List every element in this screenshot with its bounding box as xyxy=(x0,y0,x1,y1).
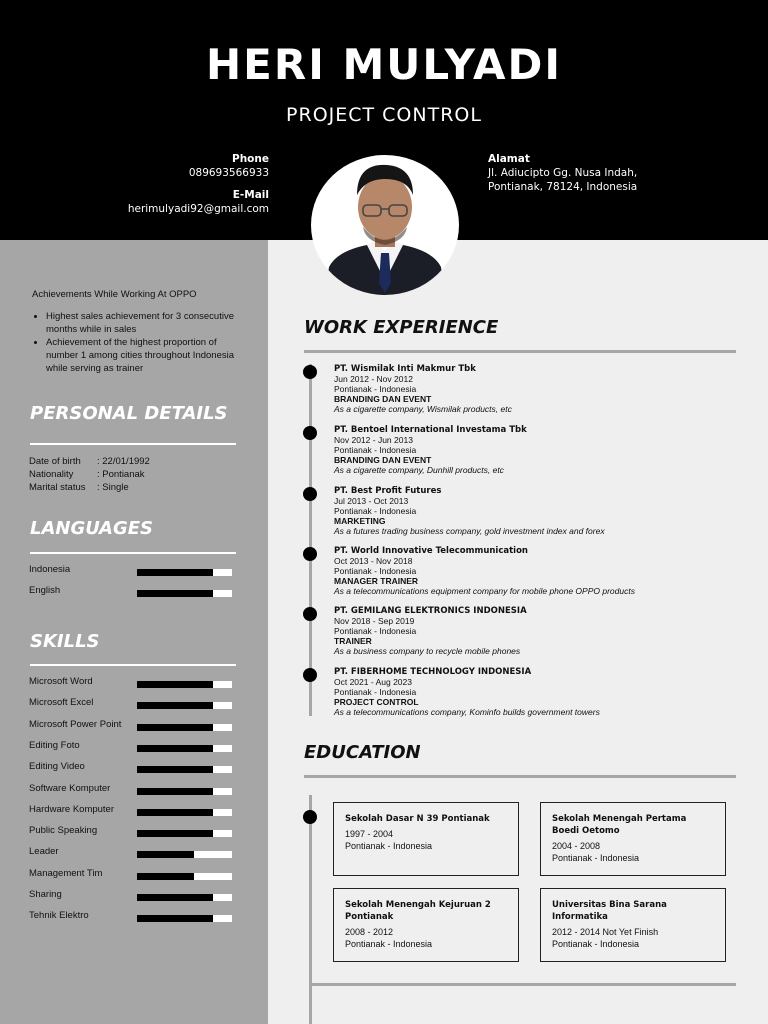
work-timeline-dot xyxy=(303,426,317,440)
personal-value: : Single xyxy=(97,482,129,493)
work-entry xyxy=(334,486,754,536)
skill-level-fill xyxy=(137,681,213,688)
work-location: Pontianak - Indonesia xyxy=(334,687,417,697)
education-heading: EDUCATION xyxy=(304,742,421,763)
work-location: Pontianak - Indonesia xyxy=(334,506,417,516)
skill-label: Management Tim xyxy=(29,867,103,879)
education-card xyxy=(333,802,519,876)
skill-label: Editing Video xyxy=(29,761,85,773)
company-name: PT. Best Profit Futures xyxy=(334,486,442,496)
profile-photo xyxy=(311,155,459,295)
work-description: As a telecommunications equipment company for mobile phone OPPO products xyxy=(334,586,635,596)
achievements-list xyxy=(46,310,246,375)
work-role: MANAGER TRAINER xyxy=(334,576,419,586)
skill-row xyxy=(29,825,239,839)
person-name: HERI MULYADI xyxy=(206,40,562,89)
work-location: Pontianak - Indonesia xyxy=(334,626,417,636)
phone-label: Phone xyxy=(232,153,269,165)
skill-label: Hardware Komputer xyxy=(29,803,115,815)
work-entry xyxy=(334,546,754,596)
skill-level-bar xyxy=(137,702,232,709)
skill-label: Software Komputer xyxy=(29,782,111,794)
skill-label: Editing Foto xyxy=(29,739,80,751)
work-period: Oct 2021 - Aug 2023 xyxy=(334,677,412,687)
work-timeline-dot xyxy=(303,607,317,621)
personal-row-dob xyxy=(29,456,150,467)
school-name: Sekolah Dasar N 39 Pontianak xyxy=(345,814,490,824)
job-title: PROJECT CONTROL xyxy=(286,104,482,126)
achievements-title: Achievements While Working At OPPO xyxy=(32,289,197,300)
school-name: Sekolah Menengah Kejuruan 2 Pontianak xyxy=(345,900,491,922)
work-period: Nov 2018 - Sep 2019 xyxy=(334,616,415,626)
skill-label: Microsoft Power Point xyxy=(29,718,122,730)
work-location: Pontianak - Indonesia xyxy=(334,384,417,394)
skill-level-fill xyxy=(137,894,213,901)
work-experience-heading: WORK EXPERIENCE xyxy=(304,317,499,338)
skill-level-fill xyxy=(137,830,213,837)
section-divider xyxy=(304,350,736,353)
section-divider xyxy=(312,983,736,986)
skill-label: Tehnik Elektro xyxy=(29,910,89,922)
skill-row xyxy=(29,910,239,924)
work-period: Nov 2012 - Jun 2013 xyxy=(334,435,413,445)
skill-level-bar xyxy=(137,809,232,816)
school-location: Pontianak - Indonesia xyxy=(345,841,433,851)
skill-row xyxy=(29,697,239,711)
skill-level-bar xyxy=(137,851,232,858)
skill-level-bar xyxy=(137,590,232,597)
skill-level-bar xyxy=(137,569,232,576)
education-card xyxy=(540,802,726,876)
skill-level-fill xyxy=(137,724,213,731)
skill-row xyxy=(29,761,239,775)
skill-row xyxy=(29,804,239,818)
skill-label: Indonesia xyxy=(29,564,71,575)
personal-key: Date of birth xyxy=(29,456,81,467)
work-role: BRANDING DAN EVENT xyxy=(334,455,432,465)
languages-heading: LANGUAGES xyxy=(30,518,154,539)
contact-left xyxy=(128,152,269,216)
divider xyxy=(30,664,236,666)
school-years: 2012 - 2014 Not Yet Finish xyxy=(552,927,659,937)
work-period: Jul 2013 - Oct 2013 xyxy=(334,496,409,506)
personal-key: Marital status xyxy=(29,482,86,493)
work-entry xyxy=(334,667,754,717)
personal-key: Nationality xyxy=(29,469,74,480)
work-role: BRANDING DAN EVENT xyxy=(334,394,432,404)
skill-level-bar xyxy=(137,788,232,795)
work-description: As a futures trading business company, gold investment index and forex xyxy=(334,526,605,536)
company-name: PT. Wismilak Inti Makmur Tbk xyxy=(334,364,476,374)
skill-level-fill xyxy=(137,590,213,597)
skill-row xyxy=(29,719,239,733)
sidebar xyxy=(0,240,268,1024)
company-name: PT. GEMILANG ELEKTRONICS INDONESIA xyxy=(334,606,527,616)
skill-level-bar xyxy=(137,894,232,901)
skill-row xyxy=(29,676,239,690)
work-entry xyxy=(334,364,754,414)
school-location: Pontianak - Indonesia xyxy=(552,853,640,863)
address-line-2: Pontianak, 78124, Indonesia xyxy=(488,181,638,193)
work-timeline-dot xyxy=(303,547,317,561)
skill-level-bar xyxy=(137,873,232,880)
skill-label: Public Speaking xyxy=(29,825,98,837)
school-name: Universitas Bina Sarana Informatika xyxy=(552,900,667,922)
email-label: E-Mail xyxy=(232,189,269,201)
skill-level-fill xyxy=(137,766,213,773)
company-name: PT. FIBERHOME TECHNOLOGY INDONESIA xyxy=(334,667,532,677)
skill-row xyxy=(29,783,239,797)
personal-row-marital xyxy=(29,482,129,493)
work-period: Jun 2012 - Nov 2012 xyxy=(334,374,413,384)
skill-label: English xyxy=(29,585,61,596)
skill-row xyxy=(29,585,239,599)
skill-row xyxy=(29,868,239,882)
skill-label: Microsoft Word xyxy=(29,676,93,687)
school-years: 1997 - 2004 xyxy=(345,829,394,839)
personal-value: : 22/01/1992 xyxy=(97,456,150,467)
education-card xyxy=(540,888,726,962)
work-timeline xyxy=(309,364,312,716)
address-label: Alamat xyxy=(488,153,530,165)
school-years: 2004 - 2008 xyxy=(552,841,601,851)
work-role: TRAINER xyxy=(334,636,372,646)
skill-row xyxy=(29,889,239,903)
section-divider xyxy=(304,775,736,778)
address-line-1: Jl. Adiucipto Gg. Nusa Indah, xyxy=(488,167,638,179)
personal-row-nationality xyxy=(29,469,145,480)
work-description: As a business company to recycle mobile phones xyxy=(334,646,521,656)
skill-level-fill xyxy=(137,851,194,858)
skill-row xyxy=(29,846,239,860)
work-timeline-dot xyxy=(303,365,317,379)
work-description: As a cigarette company, Wismilak products, etc xyxy=(334,404,512,414)
work-location: Pontianak - Indonesia xyxy=(334,445,417,455)
skill-level-bar xyxy=(137,766,232,773)
person-avatar-icon xyxy=(311,155,459,295)
company-name: PT. Bentoel International Investama Tbk xyxy=(334,425,527,435)
work-timeline-dot xyxy=(303,487,317,501)
work-description: As a telecommunications company, Kominfo builds government towers xyxy=(334,707,600,717)
achievement-item: • Highest sales achievement for 3 consecutive months while in sales xyxy=(46,310,246,336)
education-card xyxy=(333,888,519,962)
personal-details-heading: PERSONAL DETAILS xyxy=(30,403,228,424)
skill-row xyxy=(29,564,239,578)
skill-level-fill xyxy=(137,702,213,709)
skill-row xyxy=(29,740,239,754)
skill-level-fill xyxy=(137,788,213,795)
skill-level-fill xyxy=(137,569,213,576)
work-location: Pontianak - Indonesia xyxy=(334,566,417,576)
school-years: 2008 - 2012 xyxy=(345,927,394,937)
skill-level-fill xyxy=(137,873,194,880)
skill-level-bar xyxy=(137,745,232,752)
skill-level-fill xyxy=(137,745,213,752)
skill-label: Sharing xyxy=(29,889,62,900)
school-location: Pontianak - Indonesia xyxy=(552,939,640,949)
work-entry xyxy=(334,425,754,475)
work-period: Oct 2013 - Nov 2018 xyxy=(334,556,413,566)
company-name: PT. World Innovative Telecommunication xyxy=(334,546,528,556)
skill-label: Microsoft Excel xyxy=(29,697,94,709)
phone-value: 089693566933 xyxy=(188,167,269,179)
skill-level-bar xyxy=(137,915,232,922)
email-value: herimulyadi92@gmail.com xyxy=(127,203,269,215)
work-role: MARKETING xyxy=(334,516,386,526)
skill-level-bar xyxy=(137,681,232,688)
work-description: As a cigarette company, Dunhill products, etc xyxy=(334,465,504,475)
skills-heading: SKILLS xyxy=(30,631,100,652)
work-role: PROJECT CONTROL xyxy=(334,697,419,707)
work-entry xyxy=(334,606,754,656)
school-name: Sekolah Menengah Pertama Boedi Oetomo xyxy=(552,814,687,836)
divider xyxy=(30,552,236,554)
skill-level-bar xyxy=(137,830,232,837)
achievement-item: • Achievement of the highest proportion of number 1 among cities throughout Indonesia while serving as trainer xyxy=(46,336,246,375)
personal-value: : Pontianak xyxy=(97,469,145,480)
skill-level-bar xyxy=(137,724,232,731)
divider xyxy=(30,443,236,445)
skill-label: Leader xyxy=(29,846,59,858)
skill-level-fill xyxy=(137,809,213,816)
contact-right xyxy=(488,152,637,194)
education-timeline-dot xyxy=(303,810,317,824)
work-timeline-dot xyxy=(303,668,317,682)
education-timeline xyxy=(309,795,312,1024)
skill-level-fill xyxy=(137,915,213,922)
school-location: Pontianak - Indonesia xyxy=(345,939,433,949)
